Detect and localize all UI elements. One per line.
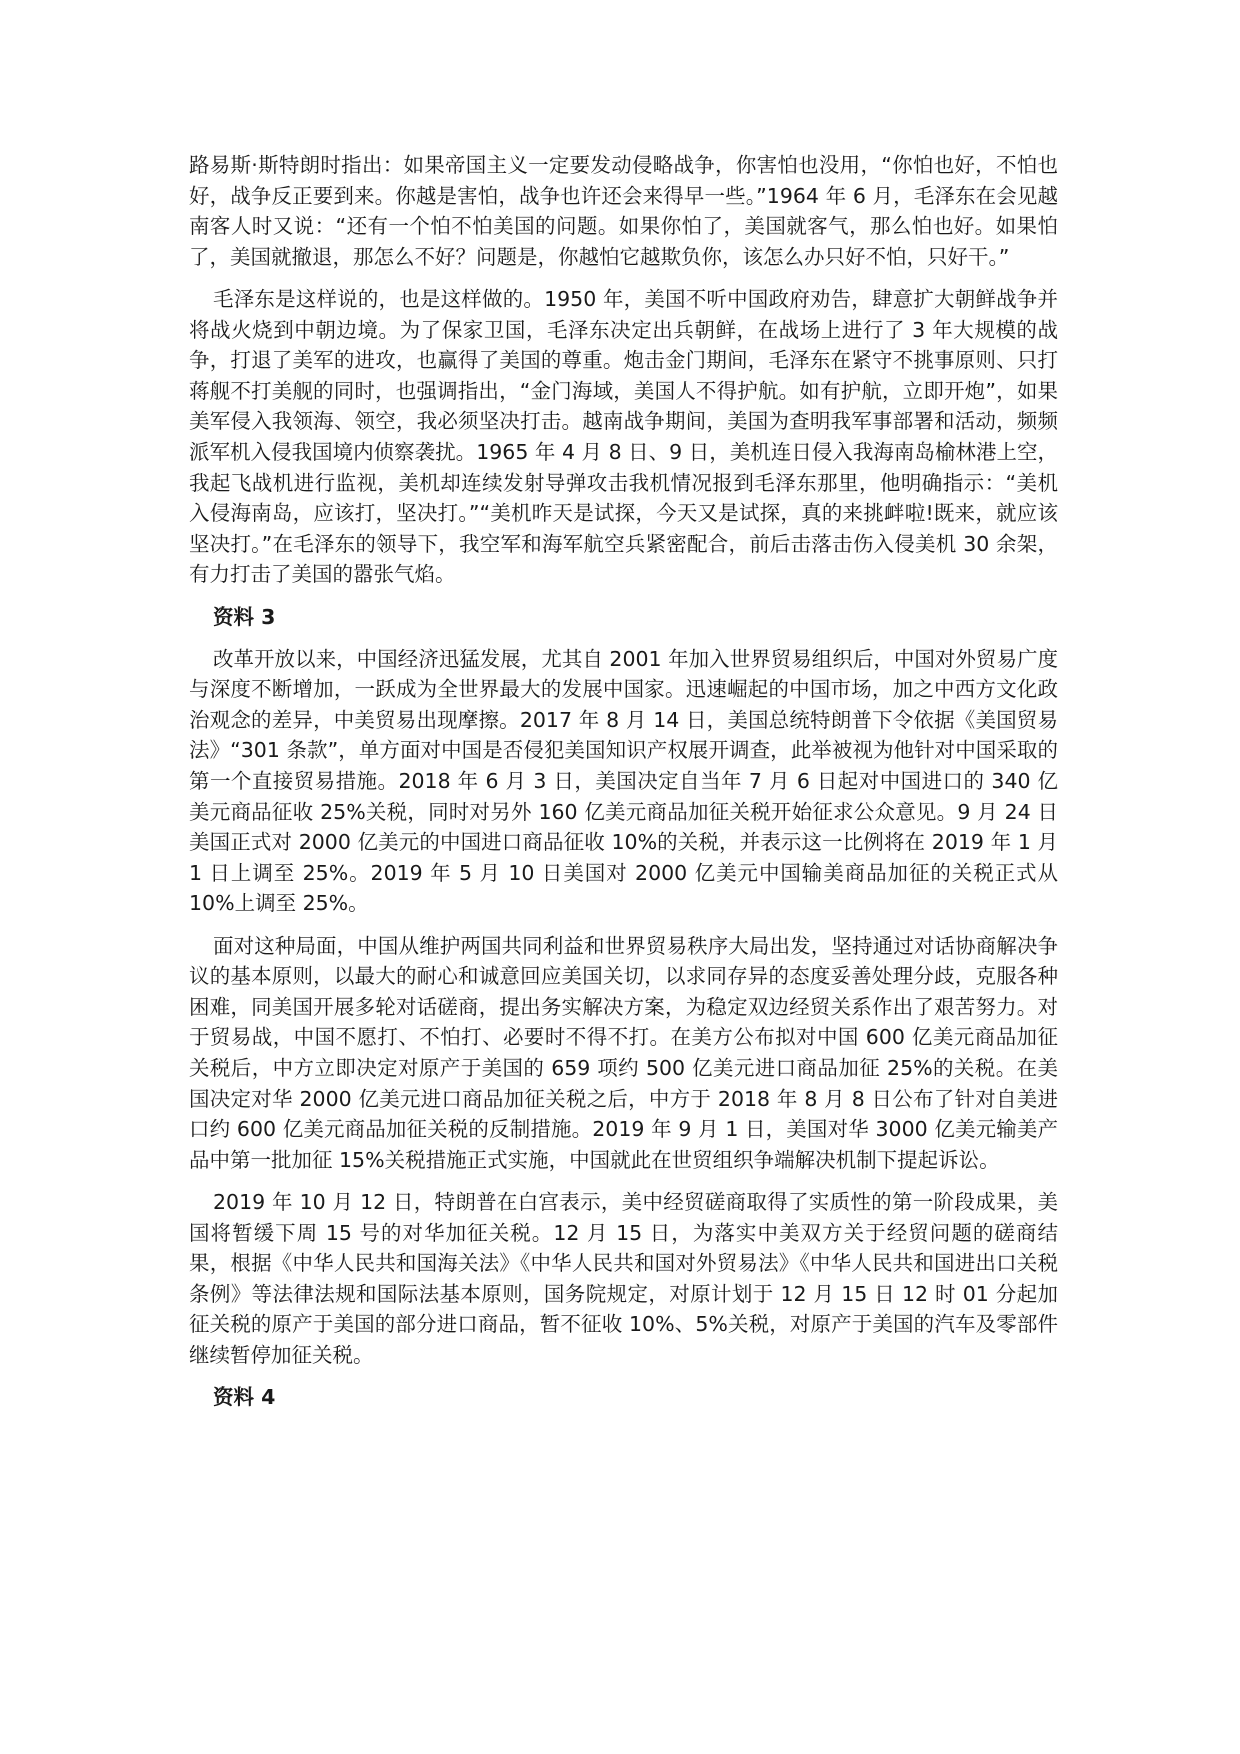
section-heading-material-4: 资料 4 [213, 1385, 276, 1410]
paragraph-mao-actions: 毛泽东是这样说的，也是这样做的。1950 年，美国不听中国政府劝告，肆意扩大朝鲜战争并将战火烧到中朝边境。为了保家卫国，毛泽东决定出兵朝鲜，在战场上进行了 3 年大规模的战争，打退了美军的进攻，也赢得了美国的尊重。炮击金门期间，毛泽东在紧守不挑事原则、只打蒋舰不打美舰的同时，也强调指出，“金门海域，美国人不得护航。如有护航，立即开炮”，如果美军侵入我领海、领空，我必须坚决打击。越南战争期间，美国为查明我军事部署和活动，频频派军机入侵我国境内侦察袭扰。1965 年 4 月 8 日、9 日，美机连日侵入我海南岛榆林港上空，我起飞战机进行监视，美机却连续发射导弹攻击我机情况报到毛泽东那里，他明确指示：“美机入侵海南岛，应该打，坚决打。”“美机昨天是试探，今天又是试探，真的来挑衅啦!既来，就应该坚决打。”在毛泽东的领导下，我空军和海军航空兵紧密配合，前后击落击伤入侵美机 30 余架，有力打击了美国的嚣张气焰。 [189, 286, 1058, 587]
document-page [189, 150, 1058, 1424]
paragraph-china-response: 面对这种局面，中国从维护两国共同利益和世界贸易秩序大局出发，坚持通过对话协商解决争议的基本原则，以最大的耐心和诚意回应美国关切，以求同存异的态度妥善处理分歧，克服各种困难，同美国开展多轮对话磋商，提出务实解决方案，为稳定双边经贸关系作出了艰苦努力。对于贸易战，中国不愿打、不怕打、必要时不得不打。在美方公布拟对中国 600 亿美元商品加征关税后，中方立即决定对原产于美国的 659 项约 500 亿美元进口商品加征 25%的关税。在美国决定对华 2000 亿美元进口商品加征关税之后，中方于 2018 年 8 月 8 日公布了针对自美进口约 600 亿美元商品加征关税的反制措施。2019 年 9 月 1 日，美国对华 3000 亿美元输美产品中第一批加征 15%关税措施正式实施，中国就此在世贸组织争端解决机制下提起诉讼。 [189, 933, 1058, 1172]
section-heading-material-3: 资料 3 [213, 604, 276, 629]
paragraph-trade-friction: 改革开放以来，中国经济迅猛发展，尤其自 2001 年加入世界贸易组织后，中国对外贸易广度与深度不断增加，一跃成为全世界最大的发展中国家。迅速崛起的中国市场，加之中西方文化政治观念的差异，中美贸易出现摩擦。2017 年 8 月 14 日，美国总统特朗普下令依据《美国贸易法》“301 条款”，单方面对中国是否侵犯美国知识产权展开调查，此举被视为他针对中国采取的第一个直接贸易措施。2018 年 6 月 3 日，美国决定自当年 7 月 6 日起对中国进口的 340 亿美元商品征收 25%关税，同时对另外 160 亿美元商品加征关税开始征求公众意见。9 月 24 日美国正式对 2000 亿美元的中国进口商品征收 10%的关税，并表示这一比例将在 2019 年 1 月 1 日上调至 25%。2019 年 5 月 10 日美国对 2000 亿美元中国输美商品加征的关税正式从 10%上调至 25%。 [189, 646, 1058, 916]
paragraph-phase-one: 2019 年 10 月 12 日，特朗普在白宫表示，美中经贸磋商取得了实质性的第一阶段成果，美国将暂缓下周 15 号的对华加征关税。12 月 15 日，为落实中美双方关于经贸问题的磋商结果，根据《中华人民共和国海关法》《中华人民共和国对外贸易法》《中华人民共和国进出口关税条例》等法律法规和国际法基本原则，国务院规定，对原计划于 12 月 15 日 12 时 01 分起加征关税的原产于美国的部分进口商品，暂不征收 10%、5%关税，对原产于美国的汽车及零部件继续暂停加征关税。 [189, 1189, 1058, 1367]
paragraph-continuation: 路易斯·斯特朗时指出：如果帝国主义一定要发动侵略战争，你害怕也没用，“你怕也好，不怕也好，战争反正要到来。你越是害怕，战争也许还会来得早一些。”1964 年 6 月，毛泽东在会见越南客人时又说：“还有一个怕不怕美国的问题。如果你怕了，美国就客气，那么怕也好。如果怕了，美国就撤退，那怎么不好？问题是，你越怕它越欺负你，该怎么办只好不怕，只好干。” [189, 153, 1058, 269]
